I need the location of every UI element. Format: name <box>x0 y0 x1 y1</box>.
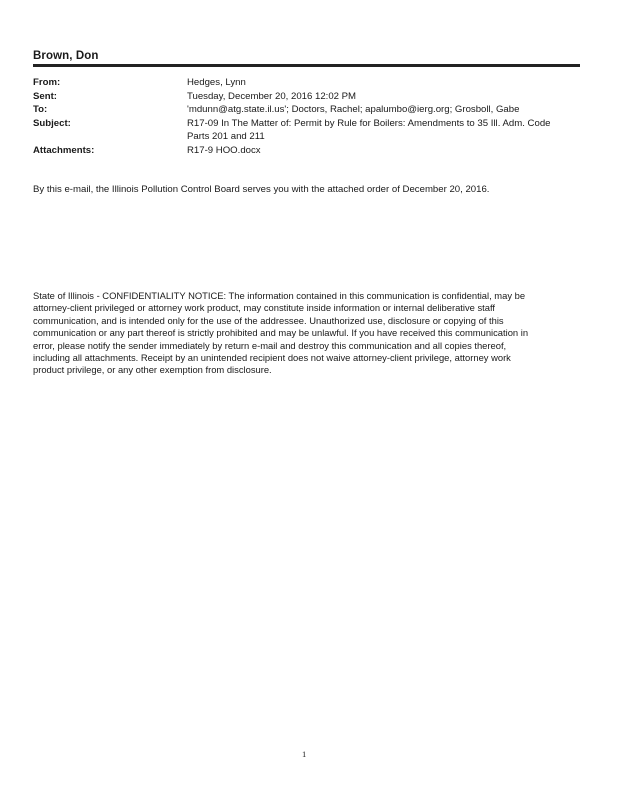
notice-line: attorney-client privileged or attorney work product, may constitute inside information or internal deliberative staff <box>33 302 496 314</box>
confidentiality-notice <box>33 290 573 377</box>
from-value: Hedges, Lynn <box>187 77 246 88</box>
to-label: To: <box>33 104 48 116</box>
notice-line: State of Illinois - CONFIDENTIALITY NOTICE: The information contained in this communication is confidential, may be <box>33 290 526 301</box>
to-value: 'mdunn@atg.state.il.us'; Doctors, Rachel; apalumbo@ierg.org; Grosboll, Gabe <box>187 104 520 116</box>
subject-row <box>33 117 580 144</box>
notice-line: error, please notify the sender immediately by return e-mail and destroy this communication and all copies thereof, <box>33 339 507 351</box>
sent-row <box>33 90 580 104</box>
subject-line-2: Parts 201 and 211 <box>187 131 265 143</box>
subject-value <box>187 117 580 144</box>
email-header-block <box>33 76 580 158</box>
attachments-row <box>33 144 580 158</box>
from-label: From: <box>33 77 61 88</box>
subject-line-1: R17-09 In The Matter of: Permit by Rule for Boilers: Amendments to 35 Ill. Adm. Code <box>187 117 551 129</box>
notice-line: communication, and is intended only for the use of the addressee. Unauthorized use, disclosure or copying of this <box>33 314 504 326</box>
header-divider <box>33 64 580 67</box>
attachments-label: Attachments: <box>33 144 95 156</box>
notice-line: communication or any part thereof is strictly prohibited and may be unlawful. If you have received this communication in <box>33 327 529 339</box>
notice-line: including all attachments. Receipt by an unintended recipient does not waive attorney-client privilege, attorney work <box>33 352 511 364</box>
email-body: By this e-mail, the Illinois Pollution Control Board serves you with the attached order of December 20, 2016. <box>33 184 490 195</box>
notice-line: product privilege, or any other exemption from disclosure. <box>33 364 272 376</box>
page-number: 1 <box>302 749 307 759</box>
mailbox-owner-name: Brown, Don <box>33 50 99 62</box>
to-row <box>33 103 580 117</box>
sent-value: Tuesday, December 20, 2016 12:02 PM <box>187 90 357 102</box>
from-row <box>33 76 580 90</box>
attachment-filename: R17-9 HOO.docx <box>187 144 261 156</box>
sent-label: Sent: <box>33 90 57 102</box>
subject-label: Subject: <box>33 117 71 129</box>
